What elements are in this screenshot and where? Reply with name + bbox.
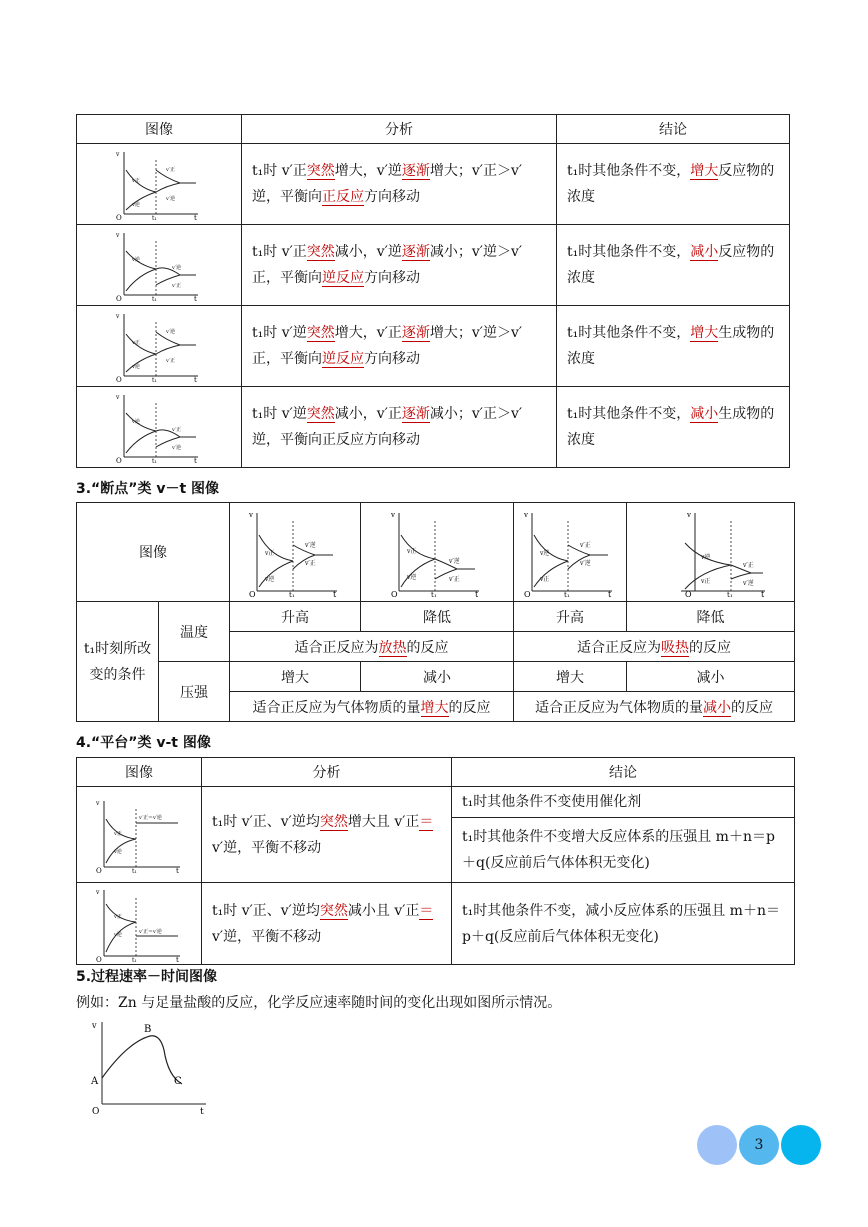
example-text: 例如：Zn 与足量盐酸的反应，化学反应速率随时间的变化出现如图所示情况。 <box>76 995 562 1011</box>
figure-cell <box>77 387 242 468</box>
axis-label-v: v <box>116 313 120 320</box>
conclusion-cell: t₁时其他条件不变，增大生成物的浓度 <box>557 306 790 387</box>
axis-label-t: t <box>194 376 197 382</box>
analysis-cell: t₁时 v′逆突然减小，v′正逐渐减小；v′正＞v′逆，平衡向正反应方向移动 <box>242 387 557 468</box>
point-label-c: C <box>174 1076 182 1087</box>
curve-label: v逆 <box>132 419 140 425</box>
figure-row-label: 图像 <box>77 503 230 602</box>
axis-label-v: v <box>96 799 100 807</box>
page-circle-decoration <box>697 1125 737 1165</box>
curve-label: v′正 <box>580 542 591 549</box>
vt-graph <box>651 507 771 597</box>
figure-cell <box>77 144 242 225</box>
curve-label: v逆 <box>132 364 140 370</box>
col-header-conclusion: 结论 <box>452 758 795 787</box>
curve-label: v′正 <box>166 358 175 364</box>
vt-graph <box>245 507 345 597</box>
page-number: 3 <box>739 1125 779 1165</box>
curve-label: v′正 <box>742 562 754 569</box>
section-title-5: 5.过程速率－时间图像 <box>76 969 218 985</box>
axis-label-v: v <box>391 511 395 519</box>
axis-label-t: t <box>176 866 179 873</box>
axis-label-t: t <box>200 1107 204 1117</box>
section-title-4: 4.“平台”类 v-t 图像 <box>76 735 211 751</box>
col-header-analysis: 分析 <box>202 758 452 787</box>
vt-graph <box>114 148 204 220</box>
curve-label: v′逆 <box>580 560 591 567</box>
table-shift-equilibrium <box>76 114 790 468</box>
axis-label-t: t <box>333 590 337 597</box>
curve-label: v′逆 <box>172 445 181 451</box>
curve-label: v逆 <box>540 550 550 557</box>
curve-label: v逆 <box>114 931 122 938</box>
curve-label: v′正 <box>172 427 181 433</box>
press-value: 减小 <box>361 662 514 692</box>
t1-label: t₁ <box>132 956 137 962</box>
curve-label: v逆 <box>132 257 140 263</box>
axis-label-t: t <box>194 457 197 463</box>
curve-label: v正 <box>540 576 550 583</box>
axis-label-t: t <box>176 955 179 962</box>
curve-label: v正 <box>700 578 710 585</box>
curve-label: v′正＝v′逆 <box>139 814 162 821</box>
analysis-cell: t₁时 v′逆突然增大，v′正逐渐增大；v′逆＞v′正，平衡向逆反应方向移动 <box>242 306 557 387</box>
curve-label: v′逆 <box>305 542 316 549</box>
origin-label: O <box>116 457 122 463</box>
figure-cell <box>627 503 795 602</box>
rate-time-graph <box>88 1016 214 1118</box>
axis-label-v: v <box>524 511 528 519</box>
curve-label: v正 <box>132 178 140 184</box>
axis-label-t: t <box>194 295 197 301</box>
temp-value: 降低 <box>361 602 514 632</box>
figure-cell <box>77 787 202 883</box>
figure-cell <box>361 503 514 602</box>
temp-value: 升高 <box>514 602 627 632</box>
figure-cell <box>514 503 627 602</box>
curve-label: v′逆 <box>449 558 460 565</box>
table-breakpoint <box>76 502 795 722</box>
analysis-cell: t₁时 v′正、v′逆均突然增大且 v′正＝v′逆，平衡不移动 <box>202 787 452 883</box>
vt-graph <box>520 507 620 597</box>
curve-label: v正 <box>132 340 140 346</box>
point-label-a: A <box>91 1076 99 1087</box>
origin-label: O <box>684 590 692 597</box>
section-title-3: 3.“断点”类 v－t 图像 <box>76 481 220 497</box>
curve-label: v′逆 <box>166 196 175 202</box>
curve-label: v正 <box>407 548 417 555</box>
t1-label: t₁ <box>152 296 157 301</box>
origin-label: O <box>116 295 122 301</box>
axis-label-v: v <box>249 511 253 519</box>
figure-cell <box>230 503 361 602</box>
curve-label: v′正 <box>172 283 181 289</box>
curve-label: v′逆 <box>172 265 181 271</box>
curve-label: v′正＝v′逆 <box>139 928 162 935</box>
t1-label: t₁ <box>726 591 733 597</box>
curve-label: v正 <box>265 550 275 557</box>
press-note-increase: 适合正反应为气体物质的量增大的反应 <box>230 692 514 722</box>
axis-label-v: v <box>116 151 120 158</box>
origin-label: O <box>92 1107 100 1117</box>
curve-label: v′正 <box>166 167 175 173</box>
axis-label-t: t <box>194 214 197 220</box>
press-value: 减小 <box>627 662 795 692</box>
axis-label-t: t <box>760 590 764 597</box>
origin-label: O <box>391 590 398 597</box>
analysis-cell: t₁时 v′正突然减小，v′逆逐渐减小；v′逆＞v′正，平衡向逆反应方向移动 <box>242 225 557 306</box>
temp-note-endothermic: 适合正反应为吸热的反应 <box>514 632 795 662</box>
conclusion-pressure-decrease: t₁时其他条件不变，减小反应体系的压强且 m＋n＝p＋q(反应前后气体体积无变化) <box>452 883 795 965</box>
col-header-figure: 图像 <box>77 758 202 787</box>
t1-label: t₁ <box>152 215 157 220</box>
pressure-label: 压强 <box>159 662 230 722</box>
curve-label: v逆 <box>114 848 122 855</box>
col-header-analysis: 分析 <box>242 115 557 144</box>
col-header-figure: 图像 <box>77 115 242 144</box>
axis-label-v: v <box>92 1021 97 1030</box>
analysis-cell: t₁时 v′正突然增大，v′逆逐渐增大；v′正＞v′逆，平衡向正反应方向移动 <box>242 144 557 225</box>
t1-label: t₁ <box>152 377 157 382</box>
origin-label: O <box>116 376 122 382</box>
origin-label: O <box>96 955 102 962</box>
conclusion-cell: t₁时其他条件不变，减小生成物的浓度 <box>557 387 790 468</box>
press-value: 增大 <box>230 662 361 692</box>
temp-note-exothermic: 适合正反应为放热的反应 <box>230 632 514 662</box>
t1-label: t₁ <box>289 591 295 597</box>
t1-label: t₁ <box>564 591 570 597</box>
vt-graph <box>387 507 487 597</box>
press-note-decrease: 适合正反应为气体物质的量减小的反应 <box>514 692 795 722</box>
page-circle-decoration <box>781 1125 821 1165</box>
t1-label: t₁ <box>132 867 137 873</box>
curve-label: v正 <box>114 830 122 837</box>
figure-cell <box>77 306 242 387</box>
condition-row-label: t₁时刻所改变的条件 <box>77 602 159 722</box>
temp-value: 升高 <box>230 602 361 632</box>
conclusion-catalyst: t₁时其他条件不变使用催化剂 <box>452 787 795 818</box>
vt-graph <box>94 797 184 873</box>
origin-label: O <box>96 866 102 873</box>
conclusion-cell: t₁时其他条件不变，减小反应物的浓度 <box>557 225 790 306</box>
table-platform <box>76 757 795 965</box>
figure-cell <box>77 225 242 306</box>
curve-label: v′正 <box>305 560 316 567</box>
curve-label: v逆 <box>700 554 710 561</box>
vt-graph <box>114 310 204 382</box>
origin-label: O <box>524 590 531 597</box>
axis-label-t: t <box>608 590 612 597</box>
vt-graph <box>114 229 204 301</box>
curve-label: v′逆 <box>742 580 754 587</box>
conclusion-cell: t₁时其他条件不变，增大反应物的浓度 <box>557 144 790 225</box>
curve-label: v逆 <box>407 574 417 581</box>
axis-label-v: v <box>116 394 120 401</box>
axis-label-t: t <box>475 590 479 597</box>
curve-label: v′正 <box>449 576 460 583</box>
curve-label: v逆 <box>265 576 275 583</box>
axis-label-v: v <box>96 888 100 896</box>
vt-graph <box>114 391 204 463</box>
conclusion-pressure-increase: t₁时其他条件不变增大反应体系的压强且 m＋n＝p＋q(反应前后气体体积无变化) <box>452 818 795 883</box>
press-value: 增大 <box>514 662 627 692</box>
t1-label: t₁ <box>431 591 437 597</box>
temperature-label: 温度 <box>159 602 230 662</box>
t1-label: t₁ <box>152 458 157 463</box>
figure-cell <box>77 883 202 965</box>
vt-graph <box>94 886 184 962</box>
analysis-cell: t₁时 v′正、v′逆均突然减小且 v′正＝v′逆，平衡不移动 <box>202 883 452 965</box>
curve-label: v′逆 <box>166 329 175 335</box>
curve-label: v逆 <box>132 202 140 208</box>
col-header-conclusion: 结论 <box>557 115 790 144</box>
origin-label: O <box>249 590 256 597</box>
axis-label-v: v <box>686 511 691 519</box>
origin-label: O <box>116 214 122 220</box>
point-label-b: B <box>144 1024 152 1035</box>
axis-label-v: v <box>116 232 120 239</box>
curve-label: v正 <box>114 913 122 920</box>
temp-value: 降低 <box>627 602 795 632</box>
